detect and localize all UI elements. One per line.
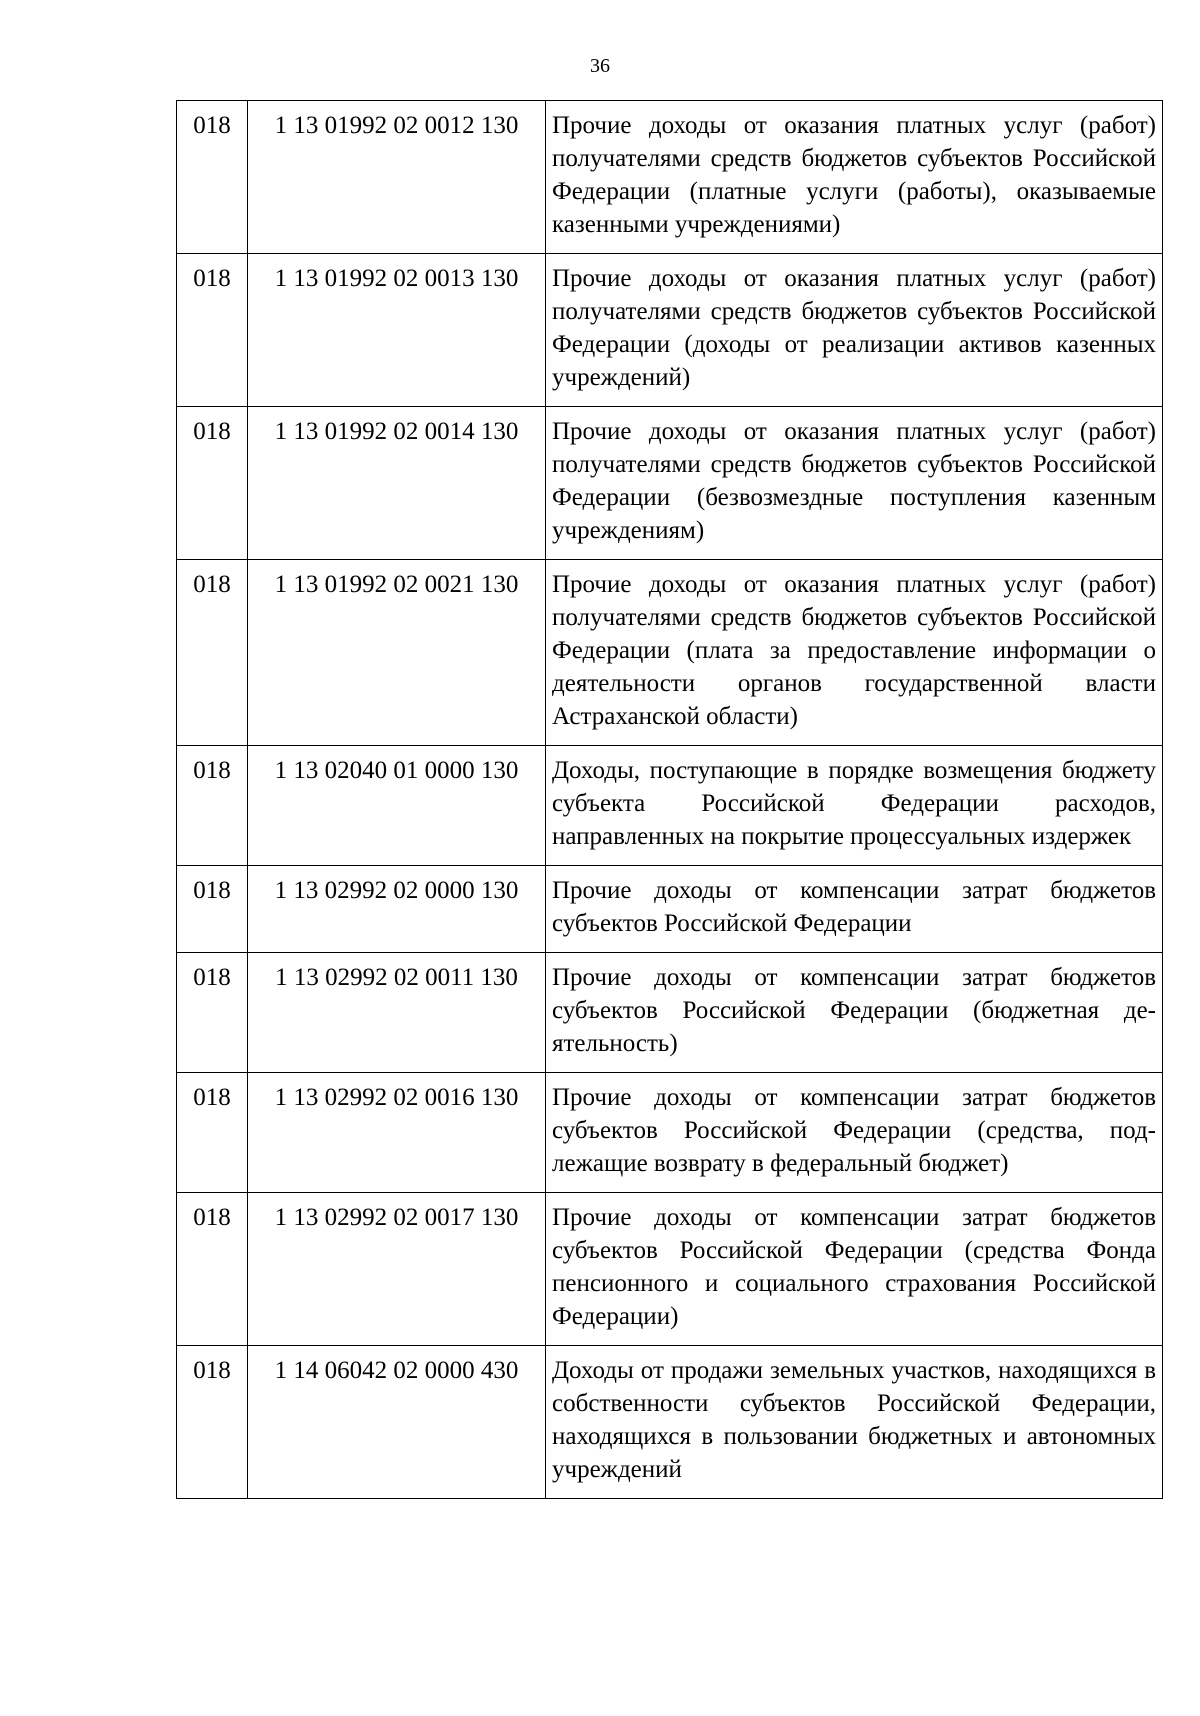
admin-code-cell: 018 (177, 866, 248, 953)
income-description-cell: Прочие доходы от компенсации затрат бюджетов субъектов Российской Федерации (средства Фонда пенсионного и социального страхования Российской Федерации) (546, 1193, 1163, 1346)
page-number: 36 (590, 55, 610, 77)
admin-code-cell: 018 (177, 953, 248, 1073)
income-description-cell: Прочие доходы от оказания платных услуг (работ) получателями средств бюджетов субъектов Российской Федерации (плата за предоставление информации о деятельности органов государственной власти Астраханской области) (546, 560, 1163, 746)
budget-classification-code-cell: 1 13 01992 02 0012 130 (248, 101, 546, 254)
table-body (177, 101, 1163, 1499)
table-row (177, 560, 1163, 746)
budget-classification-code-cell: 1 14 06042 02 0000 430 (248, 1346, 546, 1499)
table-row (177, 1193, 1163, 1346)
table-row (177, 746, 1163, 866)
table-row (177, 953, 1163, 1073)
budget-classification-code-cell: 1 13 01992 02 0021 130 (248, 560, 546, 746)
table-row (177, 254, 1163, 407)
admin-code-cell: 018 (177, 101, 248, 254)
table-row (177, 101, 1163, 254)
admin-code-cell: 018 (177, 746, 248, 866)
income-description-cell: Доходы от продажи земельных участков, находящихся в собственности субъектов Российской Федерации, находящихся в пользовании бюджетных и автономных учреждений (546, 1346, 1163, 1499)
income-description-cell: Прочие доходы от компенсации затрат бюджетов субъектов Российской Федерации (546, 866, 1163, 953)
admin-code-cell: 018 (177, 560, 248, 746)
income-description-cell: Прочие доходы от компенсации затрат бюджетов субъектов Российской Федерации (бюджетная деятельность) (546, 953, 1163, 1073)
admin-code-cell: 018 (177, 407, 248, 560)
income-description-cell: Прочие доходы от оказания платных услуг (работ) получателями средств бюджетов субъектов Российской Федерации (платные услуги (работы), оказываемые казенными учреждениями) (546, 101, 1163, 254)
admin-code-cell: 018 (177, 1073, 248, 1193)
table-row (177, 407, 1163, 560)
income-description-cell: Прочие доходы от оказания платных услуг (работ) получателями средств бюджетов субъектов Российской Федерации (доходы от реализации активов казенных учреждений) (546, 254, 1163, 407)
budget-classification-code-cell: 1 13 02040 01 0000 130 (248, 746, 546, 866)
budget-classification-code-cell: 1 13 02992 02 0011 130 (248, 953, 546, 1073)
budget-classification-code-cell: 1 13 01992 02 0014 130 (248, 407, 546, 560)
income-codes-table (176, 100, 1163, 1499)
admin-code-cell: 018 (177, 1193, 248, 1346)
budget-classification-code-cell: 1 13 02992 02 0017 130 (248, 1193, 546, 1346)
table-row (177, 1073, 1163, 1193)
income-description-cell: Прочие доходы от оказания платных услуг (работ) получателями средств бюджетов субъектов Российской Федерации (безвозмездные поступления казенным учреждениям) (546, 407, 1163, 560)
budget-classification-code-cell: 1 13 02992 02 0016 130 (248, 1073, 546, 1193)
table-row (177, 1346, 1163, 1499)
income-description-cell: Прочие доходы от компенсации затрат бюджетов субъектов Российской Федерации (средства, подлежащие возврату в федеральный бюджет) (546, 1073, 1163, 1193)
budget-classification-code-cell: 1 13 02992 02 0000 130 (248, 866, 546, 953)
table-row (177, 866, 1163, 953)
income-description-cell: Доходы, поступающие в порядке возмещения бюджету субъекта Российской Федерации расходов, направленных на покрытие процессуальных издержек (546, 746, 1163, 866)
admin-code-cell: 018 (177, 1346, 248, 1499)
budget-classification-code-cell: 1 13 01992 02 0013 130 (248, 254, 546, 407)
admin-code-cell: 018 (177, 254, 248, 407)
